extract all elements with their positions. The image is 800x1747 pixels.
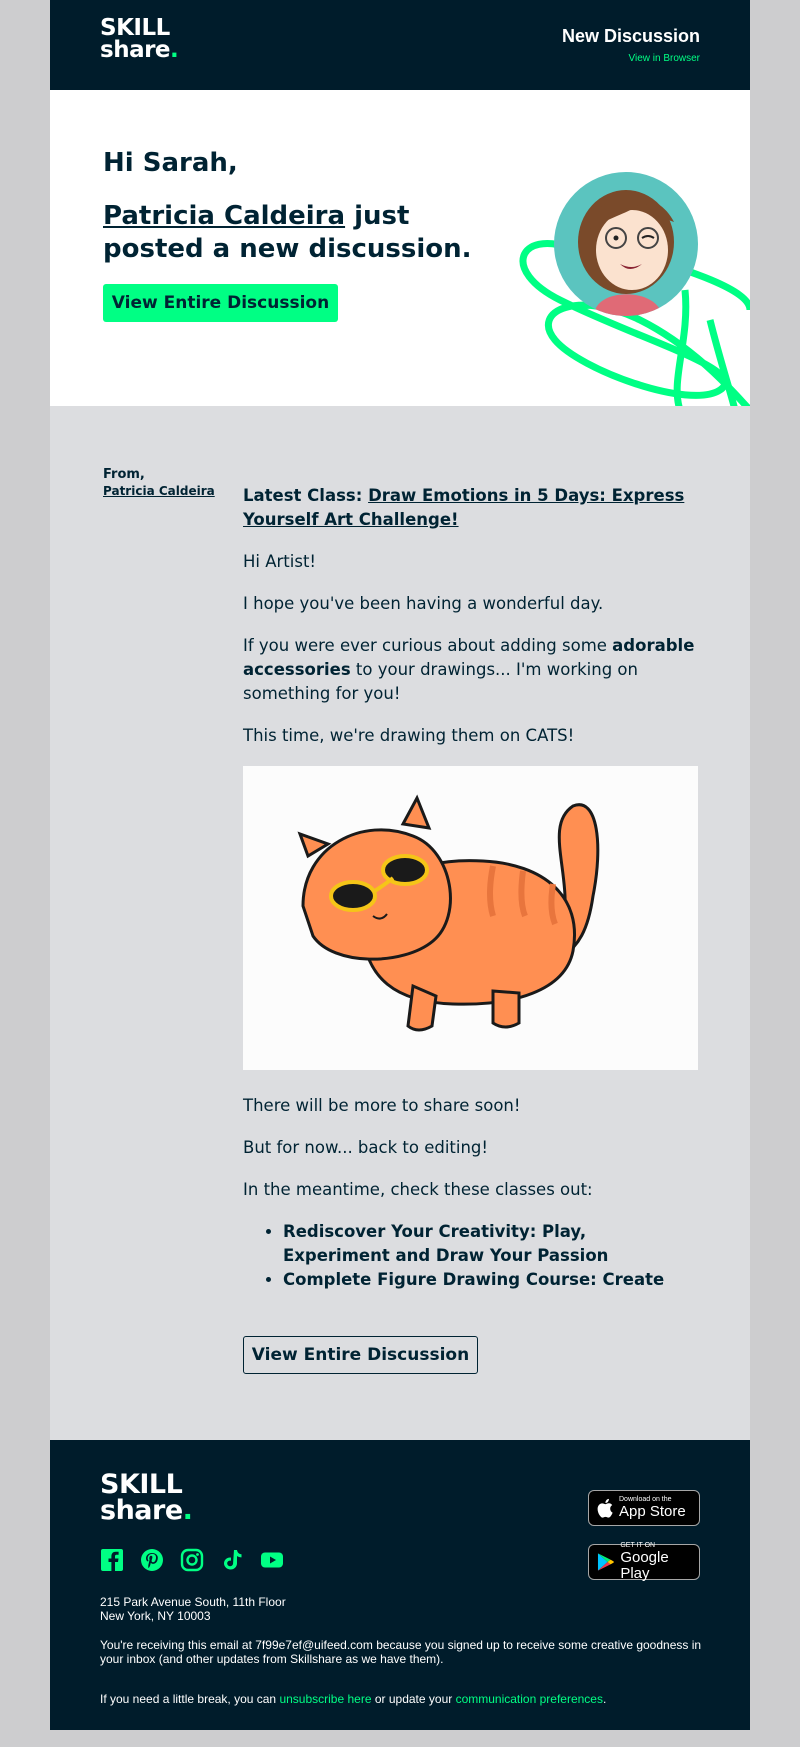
- paragraph-text: If you were ever curious about adding some: [243, 636, 613, 655]
- logo-line2: share: [100, 1495, 183, 1526]
- footer-skillshare-logo[interactable]: [100, 1469, 193, 1526]
- view-discussion-button-secondary[interactable]: View Entire Discussion: [243, 1336, 478, 1374]
- latest-class-link[interactable]: Draw Emotions in 5 Days: Express Yourself Art Challenge!: [243, 486, 685, 529]
- address-line: New York, NY 10003: [100, 1609, 211, 1623]
- appstore-big-text: App Store: [619, 1503, 686, 1520]
- email-notice: You're receiving this email at 7f99e7ef@uifeed.com because you signed up to receive some creative goodness in your inbox (and other updates from Skillshare as we have them).: [100, 1638, 702, 1666]
- greeting: Hi Sarah,: [103, 148, 238, 178]
- hero-section: [50, 90, 750, 406]
- facebook-icon[interactable]: [100, 1548, 124, 1572]
- address-line: 215 Park Avenue South, 11th Floor: [100, 1595, 286, 1609]
- play-small-text: GET IT ON: [620, 1542, 656, 1549]
- paragraph-text: to your drawings... I'm working on something for you!: [243, 660, 638, 703]
- preferences-link[interactable]: communication preferences: [455, 1692, 603, 1706]
- class-list-item[interactable]: • Rediscover Your Creativity: Play, Experiment and Draw Your Passion: [283, 1220, 698, 1268]
- class-list: [283, 1220, 698, 1292]
- unsubscribe-text: .: [602, 1692, 607, 1706]
- paragraph: Hi Artist!: [243, 552, 317, 571]
- author-avatar: [554, 172, 698, 316]
- social-links: [100, 1548, 284, 1572]
- view-in-browser-link[interactable]: View in Browser: [628, 53, 700, 64]
- latest-class: [243, 484, 698, 532]
- email-container: [50, 0, 750, 1730]
- appstore-small-text: Download on the: [619, 1496, 672, 1503]
- unsubscribe-line: [100, 1692, 606, 1706]
- google-play-icon: [597, 1552, 614, 1572]
- logo-dot: .: [170, 37, 179, 63]
- app-store-badge[interactable]: [588, 1490, 700, 1526]
- post-content: [243, 484, 698, 1374]
- unsubscribe-text: or update your: [371, 1692, 456, 1706]
- email-footer: [50, 1440, 750, 1730]
- class-list-item[interactable]: • Complete Figure Drawing Course: Create: [283, 1268, 698, 1292]
- google-play-badge[interactable]: [588, 1544, 700, 1580]
- company-address: [100, 1595, 286, 1623]
- author-link[interactable]: Patricia Caldeira: [103, 201, 346, 231]
- play-big-text: Google Play: [620, 1549, 669, 1582]
- apple-icon: [597, 1498, 613, 1518]
- post-section: [50, 406, 750, 1440]
- paragraph: There will be more to share soon!: [243, 1096, 521, 1115]
- headline-text: just posted a new discussion.: [103, 201, 472, 264]
- paragraph: I hope you've been having a wonderful day.: [243, 594, 604, 613]
- email-header: [50, 0, 750, 90]
- from-label: From,: [103, 467, 145, 482]
- logo-line1: SKILL: [100, 1469, 183, 1500]
- unsubscribe-text: If you need a little break, you can: [100, 1692, 280, 1706]
- logo-dot: .: [182, 1495, 193, 1526]
- paragraph: [243, 634, 698, 706]
- paragraph: But for now... back to editing!: [243, 1138, 489, 1157]
- skillshare-logo[interactable]: [100, 17, 178, 61]
- logo-line2: share: [100, 37, 171, 63]
- header-title: New Discussion: [561, 26, 700, 46]
- hero-headline: [103, 200, 513, 266]
- paragraph: This time, we're drawing them on CATS!: [243, 726, 575, 745]
- from-author-link[interactable]: Patricia Caldeira: [103, 484, 215, 498]
- youtube-icon[interactable]: [260, 1548, 284, 1572]
- paragraph: In the meantime, check these classes out:: [243, 1180, 593, 1199]
- paragraph-bold: adorable accessories: [243, 636, 695, 679]
- cat-illustration: [243, 766, 698, 1070]
- tiktok-icon[interactable]: [220, 1548, 244, 1572]
- instagram-icon[interactable]: [180, 1548, 204, 1572]
- logo-line1: SKILL: [100, 15, 170, 41]
- unsubscribe-link[interactable]: unsubscribe here: [279, 1692, 372, 1706]
- pinterest-icon[interactable]: [140, 1548, 164, 1572]
- view-discussion-button[interactable]: View Entire Discussion: [103, 284, 338, 322]
- from-block: [103, 466, 215, 500]
- latest-class-label: Latest Class:: [243, 486, 369, 505]
